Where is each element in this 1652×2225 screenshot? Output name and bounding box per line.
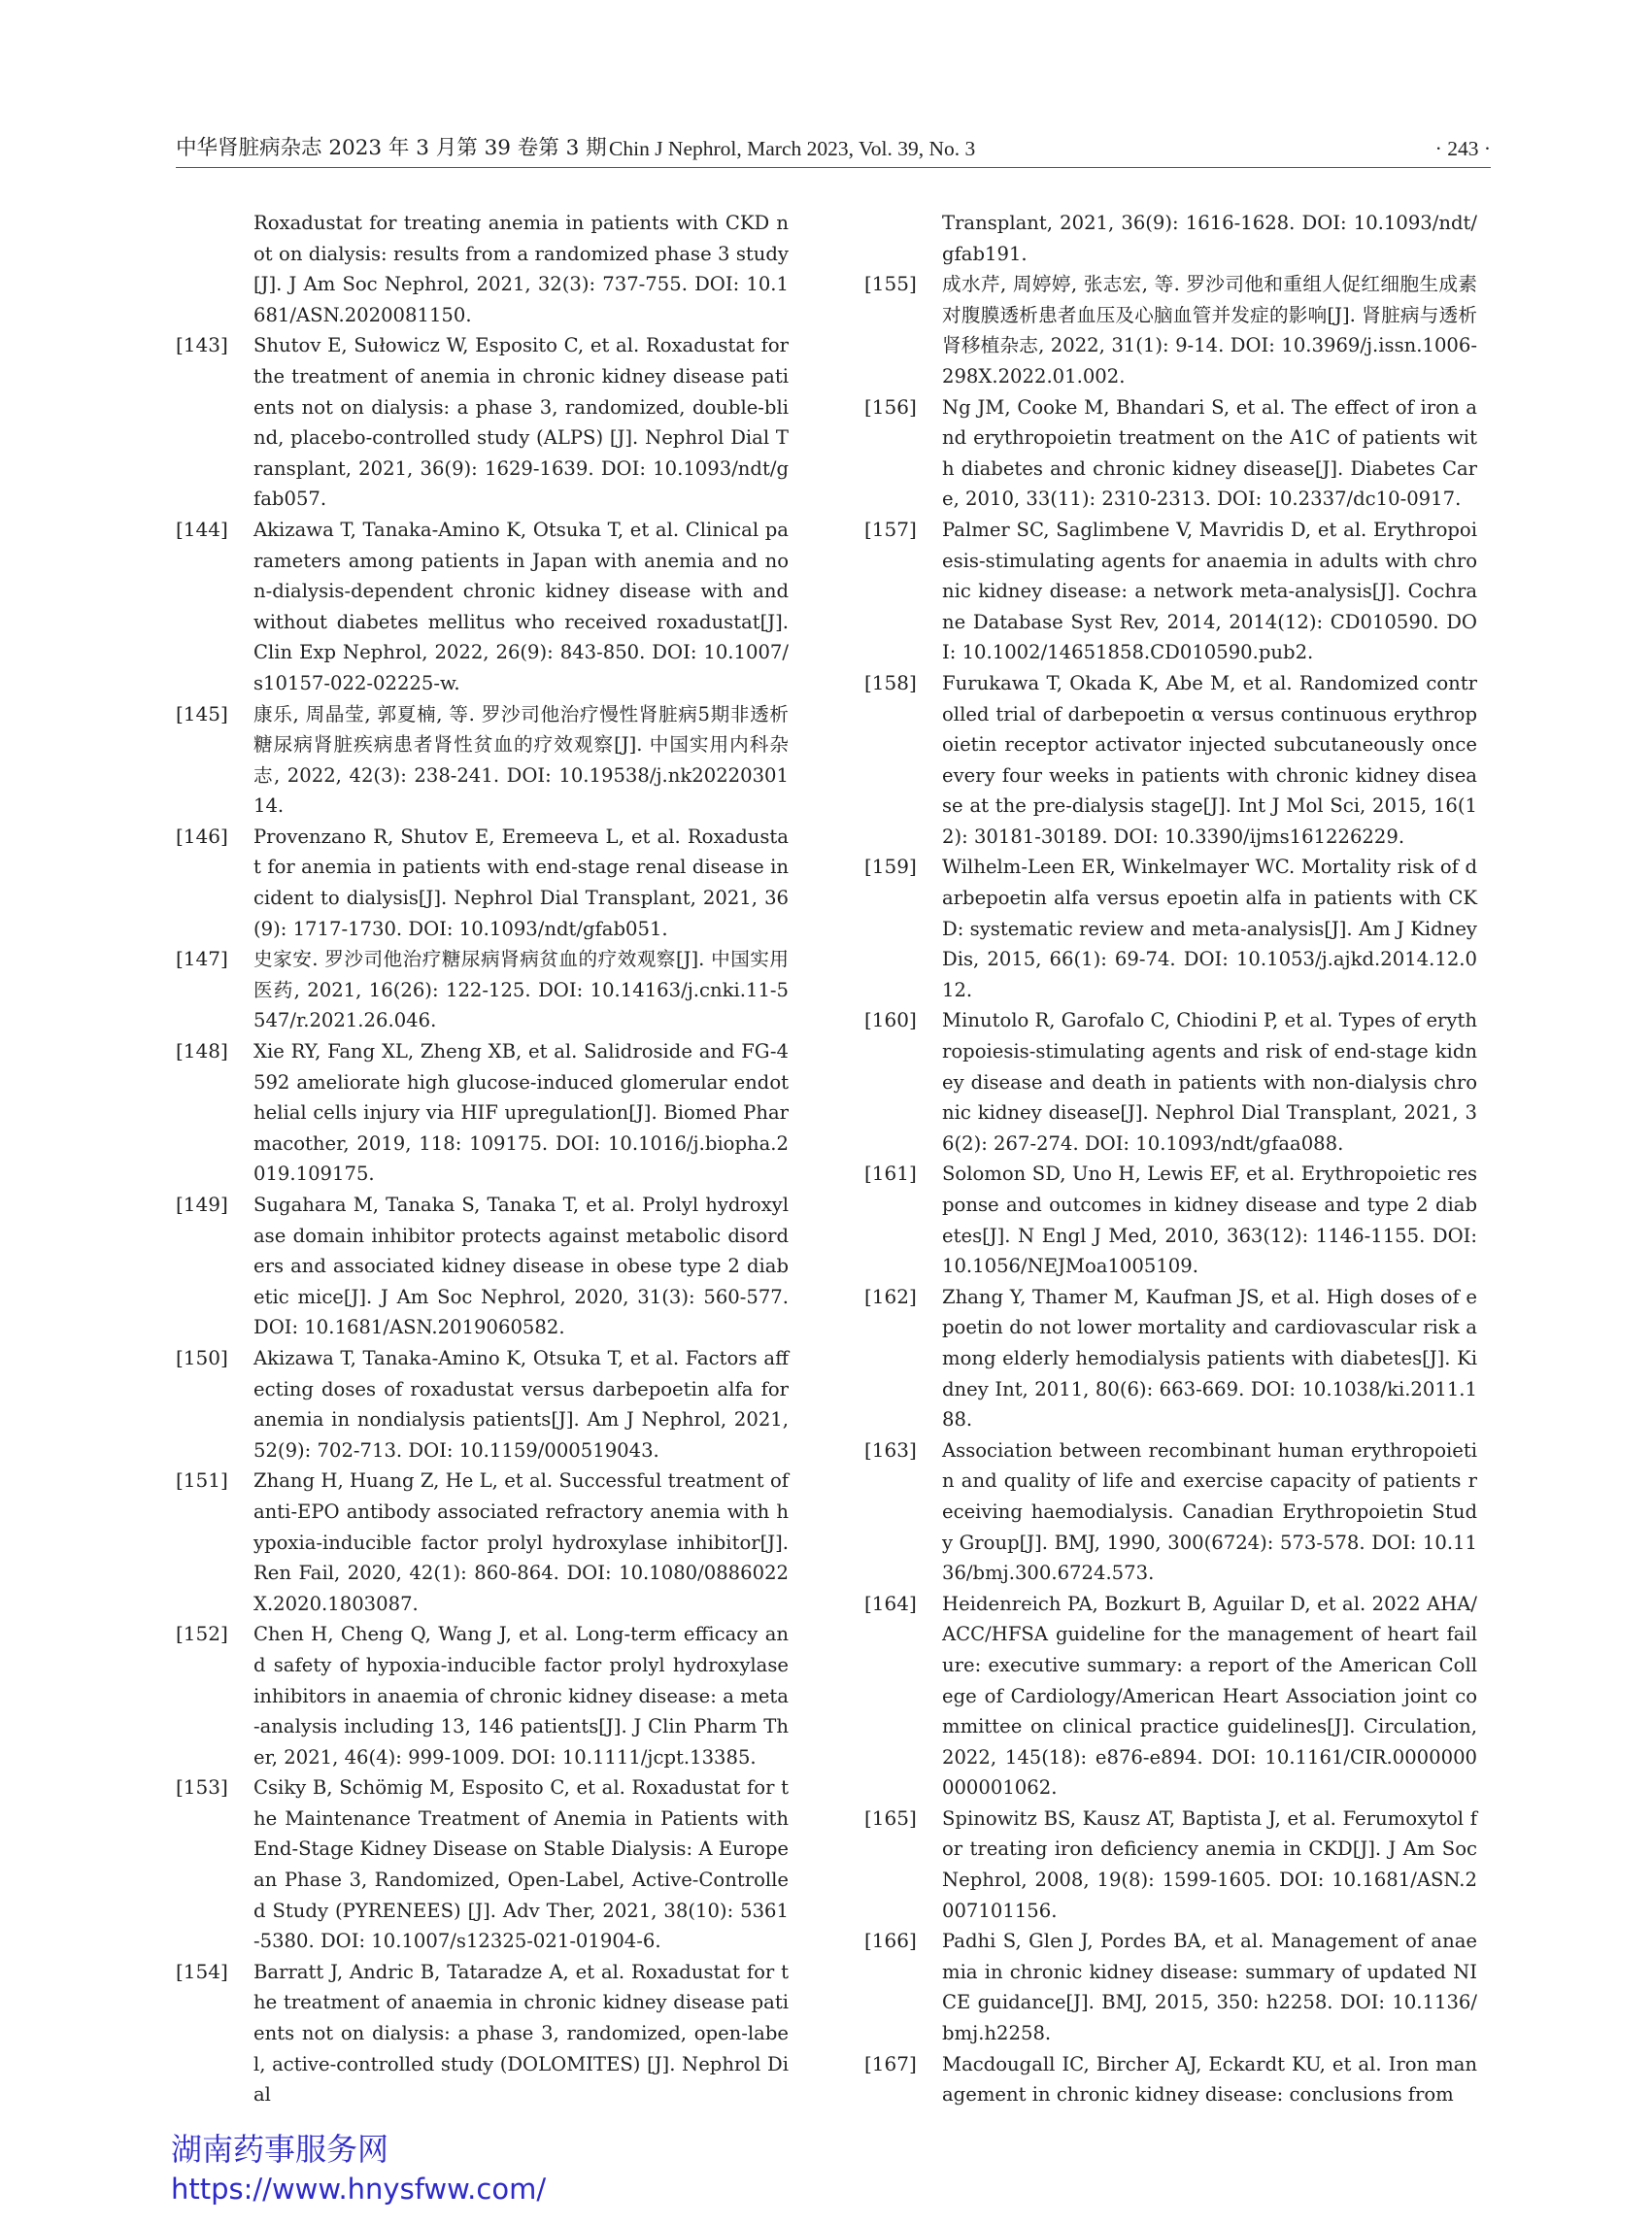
reference-number: [157] [864,517,917,541]
reference-number: [164] [864,1591,917,1615]
reference-152 [176,1619,789,1772]
reference-164 [864,1589,1477,1804]
reference-154 [176,1957,789,2110]
reference-number: [145] [176,701,228,725]
watermark-site-name: 湖南药事服务网 [171,2131,389,2168]
reference-text: Ng JM, Cooke M, Bhandari S, et al. The effect of iron and erythropoietin treatment on the A1C of patients with diabetes and chronic kidney disease[J]. Diabetes Care, 2010, 33(11): 2310-2313. DOI: 10.2337/dc10-0917. [942,395,1477,511]
reference-text: Chen H, Cheng Q, Wang J, et al. Long-term efficacy and safety of hypoxia-inducible factor prolyl hydroxylase inhibitors in anaemia of chronic kidney disease: a meta-analysis including 13, 146 patients[J]. J Clin Pharm Ther, 2021, 46(4): 999-1009. DOI: 10.1111/jcpt.13385. [253,1623,789,1769]
reference-153 [176,1772,789,1957]
reference-text: Shutov E, Sułowicz W, Esposito C, et al. Roxadustat for the treatment of anemia in chronic kidney disease patients not on dialysis: a phase 3, randomized, double-blind, placebo-controlled study (ALPS) [J]. Nephrol Dial Transplant, 2021, 36(9): 1629-1639. DOI: 10.1093/ndt/gfab057. [253,334,789,511]
reference-165 [864,1804,1477,1926]
reference-150 [176,1343,789,1466]
reference-156 [864,392,1477,515]
reference-number: [163] [864,1437,917,1462]
reference-text: 成水芹, 周婷婷, 张志宏, 等. 罗沙司他和重组人促红细胞生成素对腹膜透析患者血压及心脑血管并发症的影响[J]. 肾脏病与透析肾移植杂志, 2022, 31(1): 9-14. DOI: 10.3969/j.issn.1006-298X.2022.01.002. [942,273,1477,388]
reference-text: Akizawa T, Tanaka-Amino K, Otsuka T, et al. Factors affecting doses of roxadustat versus darbepoetin alfa for anemia in nondialysis patients[J]. Am J Nephrol, 2021, 52(9): 702-713. DOI: 10.1159/000519043. [253,1346,789,1462]
reference-number: [161] [864,1162,917,1186]
reference-text: Transplant, 2021, 36(9): 1616-1628. DOI: 10.1093/ndt/gfab191. [942,212,1477,265]
reference-text: Akizawa T, Tanaka-Amino K, Otsuka T, et al. Clinical parameters among patients in Japan with anemia and non-dialysis-dependent chronic kidney disease with and without diabetes mellitus who received roxadustat[J]. Clin Exp Nephrol, 2022, 26(9): 843-850. DOI: 10.1007/s10157-022-02225-w. [253,518,789,694]
reference-text: Zhang Y, Thamer M, Kaufman JS, et al. High doses of epoetin do not lower mortality and cardiovascular risk among elderly hemodialysis patients with diabetes[J]. Kidney Int, 2011, 80(6): 663-669. DOI: 10.1038/ki.2011.188. [942,1285,1477,1432]
reference-continuation [176,208,789,330]
reference-number: [156] [864,394,917,419]
reference-text: Zhang H, Huang Z, He L, et al. Successful treatment of anti-EPO antibody associated refractory anemia with hypoxia-inducible factor prolyl hydroxylase inhibitor[J]. Ren Fail, 2020, 42(1): 860-864. DOI: 10.1080/0886022X.2020.1803087. [253,1469,789,1615]
reference-162 [864,1282,1477,1435]
reference-145 [176,699,789,822]
reference-text: Solomon SD, Uno H, Lewis EF, et al. Erythropoietic response and outcomes in kidney disease and type 2 diabetes[J]. N Engl J Med, 2010, 363(12): 1146-1155. DOI: 10.1056/NEJMoa1005109. [942,1163,1477,1278]
reference-continuation [864,208,1477,269]
reference-number: [160] [864,1008,917,1032]
reference-151 [176,1466,789,1619]
reference-157 [864,515,1477,668]
reference-160 [864,1005,1477,1159]
reference-text: Heidenreich PA, Bozkurt B, Aguilar D, et al. 2022 AHA/ACC/HFSA guideline for the management of heart failure: executive summary: a report of the American College of Cardiology/American Heart Association joint committee on clinical practice guidelines[J]. Circulation, 2022, 145(18): e876-e894. DOI: 10.1161/CIR.0000000000001062. [942,1592,1477,1800]
reference-167 [864,2049,1477,2110]
watermark-url[interactable]: https://www.hnysfww.com/ [171,2173,547,2206]
reference-text: 康乐, 周晶莹, 郭夏楠, 等. 罗沙司他治疗慢性肾脏病5期非透析糖尿病肾脏疾病患者肾性贫血的疗效观察[J]. 中国实用内科杂志, 2022, 42(3): 238-241. DOI: 10.19538/j.nk2022030114. [253,702,789,818]
reference-163 [864,1435,1477,1589]
reference-number: [162] [864,1284,917,1308]
reference-number: [153] [176,1775,228,1800]
reference-text: Association between recombinant human erythropoietin and quality of life and exercise capacity of patients receiving haemodialysis. Canadian Erythropoietin Study Group[J]. BMJ, 1990, 300(6724): 573-578. DOI: 10.1136/bmj.300.6724.573. [942,1438,1477,1585]
reference-148 [176,1036,789,1190]
running-header [176,132,1491,165]
reference-column-left [176,208,789,2110]
reference-number: [165] [864,1805,917,1830]
page-number: · 243 · [1434,137,1491,160]
journal-title-chinese: 中华肾脏病杂志 2023 年 3 月第 39 卷第 3 期 [176,136,607,160]
reference-text: Sugahara M, Tanaka S, Tanaka T, et al. Prolyl hydroxylase domain inhibitor protects against metabolic disorders and associated kidney disease in obese type 2 diabetic mice[J]. J Am Soc Nephrol, 2020, 31(3): 560-577. DOI: 10.1681/ASN.2019060582. [253,1194,789,1339]
reference-number: [167] [864,2051,917,2075]
reference-number: [154] [176,1959,228,1983]
reference-number: [144] [176,517,228,541]
reference-143 [176,330,789,515]
reference-number: [151] [176,1468,228,1493]
reference-149 [176,1190,789,1343]
reference-number: [159] [864,855,917,879]
reference-text: Furukawa T, Okada K, Abe M, et al. Randomized controlled trial of darbepoetin α versus continuous erythropoietin receptor activator injected subcutaneously once every four weeks in patients with chronic kidney disease at the pre-dialysis stage[J]. Int J Mol Sci, 2015, 16(12): 30181-30189. DOI: 10.3390/ijms161226229. [942,671,1477,848]
reference-number: [146] [176,824,228,848]
reference-number: [147] [176,947,228,971]
reference-text: Provenzano R, Shutov E, Eremeeva L, et al. Roxadustat for anemia in patients with end-stage renal disease incident to dialysis[J]. Nephrol Dial Transplant, 2021, 36(9): 1717-1730. DOI: 10.1093/ndt/gfab051. [253,825,789,940]
journal-title-english: Chin J Nephrol, March 2023, Vol. 39, No. 3 [609,137,976,160]
reference-number: [158] [864,670,917,694]
reference-number: [152] [176,1622,228,1646]
reference-146 [176,822,789,944]
reference-text: Roxadustat for treating anemia in patients with CKD not on dialysis: results from a randomized phase 3 study[J]. J Am Soc Nephrol, 2021, 32(3): 737-755. DOI: 10.1681/ASN.2020081150. [253,212,789,326]
reference-text: Minutolo R, Garofalo C, Chiodini P, et al. Types of erythropoiesis-stimulating agents and risk of end-stage kidney disease and death in patients with non-dialysis chronic kidney disease[J]. Nephrol Dial Transplant, 2021, 36(2): 267-274. DOI: 10.1093/ndt/gfaa088. [942,1009,1477,1155]
reference-text: Padhi S, Glen J, Pordes BA, et al. Management of anaemia in chronic kidney disease: summary of updated NICE guidance[J]. BMJ, 2015, 350: h2258. DOI: 10.1136/bmj.h2258. [942,1930,1477,2045]
reference-166 [864,1926,1477,2048]
reference-text: Barratt J, Andric B, Tataradze A, et al. Roxadustat for the treatment of anaemia in chronic kidney disease patients not on dialysis: a phase 3, randomized, open-label, active-controlled study (DOLOMITES) [J]. Nephrol Dial [253,1960,789,2107]
reference-column-right [864,208,1477,2110]
reference-number: [155] [864,272,917,296]
reference-text: Spinowitz BS, Kausz AT, Baptista J, et al. Ferumoxytol for treating iron deficiency anemia in CKD[J]. J Am Soc Nephrol, 2008, 19(8): 1599-1605. DOI: 10.1681/ASN.2007101156. [942,1806,1477,1922]
header-rule [176,167,1491,168]
reference-161 [864,1159,1477,1281]
reference-number: [148] [176,1039,228,1063]
reference-text: Wilhelm-Leen ER, Winkelmayer WC. Mortality risk of darbepoetin alfa versus epoetin alfa in patients with CKD: systematic review and meta-analysis[J]. Am J Kidney Dis, 2015, 66(1): 69-74. DOI: 10.1053/j.ajkd.2014.12.012. [942,856,1477,1001]
reference-155 [864,269,1477,391]
reference-144 [176,515,789,699]
reference-147 [176,944,789,1036]
reference-text: Csiky B, Schömig M, Esposito C, et al. Roxadustat for the Maintenance Treatment of Anemia in Patients with End-Stage Kidney Disease on Stable Dialysis: A European Phase 3, Randomized, Open-Label, Active-Controlled Study (PYRENEES) [J]. Adv Ther, 2021, 38(10): 5361-5380. DOI: 10.1007/s12325-021-01904-6. [253,1776,789,1953]
reference-number: [150] [176,1345,228,1369]
reference-text: Palmer SC, Saglimbene V, Mavridis D, et al. Erythropoiesis-stimulating agents for anaemia in adults with chronic kidney disease: a network meta-analysis[J]. Cochrane Database Syst Rev, 2014, 2014(12): CD010590. DOI: 10.1002/14651858.CD010590.pub2. [942,518,1477,664]
reference-159 [864,852,1477,1005]
reference-number: [149] [176,1193,228,1216]
reference-number: [143] [176,333,228,357]
reference-number: [166] [864,1929,917,1953]
reference-text: Macdougall IC, Bircher AJ, Eckardt KU, et al. Iron management in chronic kidney disease: conclusions from [942,2052,1477,2107]
reference-158 [864,668,1477,853]
reference-text: Xie RY, Fang XL, Zheng XB, et al. Salidroside and FG-4592 ameliorate high glucose-induced glomerular endothelial cells injury via HIF upregulation[J]. Biomed Pharmacother, 2019, 118: 109175. DOI: 10.1016/j.biopha.2019.109175. [253,1040,789,1186]
reference-text: 史家安. 罗沙司他治疗糖尿病肾病贫血的疗效观察[J]. 中国实用医药, 2021, 16(26): 122-125. DOI: 10.14163/j.cnki.11-5547/r.2021.26.046. [253,948,789,1032]
